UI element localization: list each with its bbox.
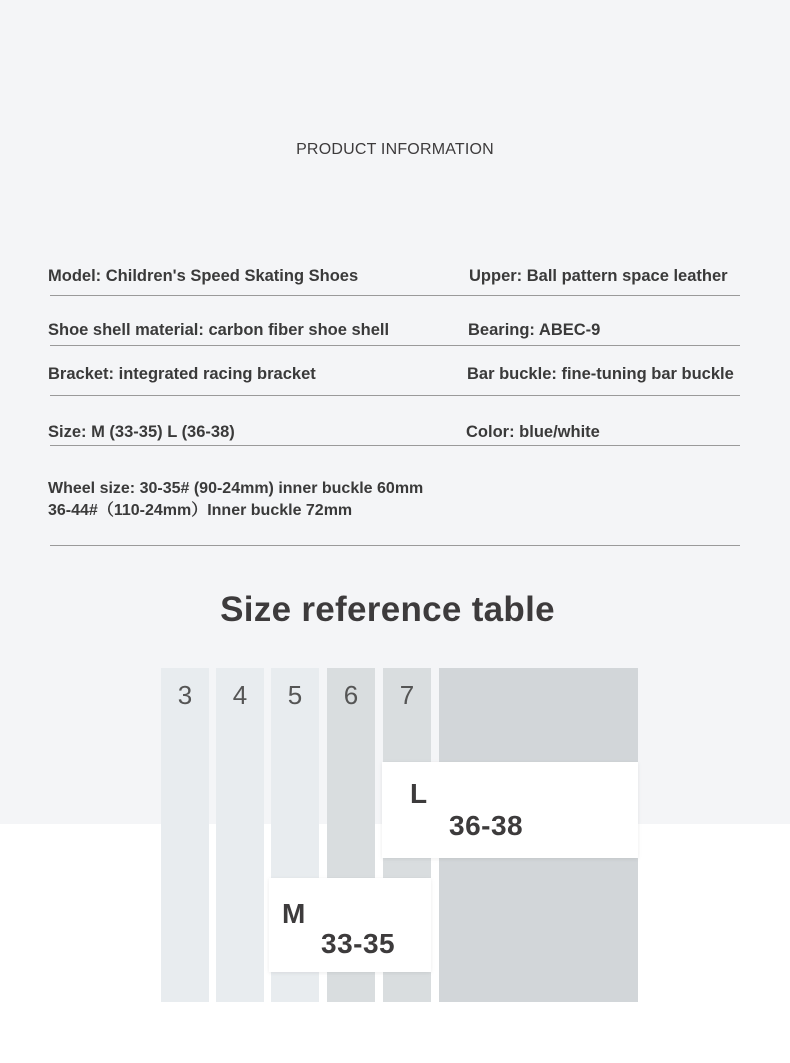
age-label: 5 (287, 680, 303, 710)
size-letter: L (410, 778, 428, 809)
age-label: 4 (232, 680, 248, 710)
divider (50, 445, 740, 446)
spec-bar-buckle: Bar buckle: fine-tuning bar buckle (467, 365, 734, 383)
size-box-m (269, 878, 431, 972)
spec-model: Model: Children's Speed Skating Shoes (48, 267, 359, 285)
age-label: 3 (177, 680, 193, 710)
divider (50, 295, 740, 296)
spec-shell-material: Shoe shell material: carbon fiber shoe shell (48, 321, 390, 339)
size-table-title: Size reference table (220, 590, 555, 629)
wheel-size-line-2: 36-44#（110-24mm）Inner buckle 72mm (48, 502, 353, 519)
spec-wheel-size (48, 478, 423, 522)
spec-size: Size: M (33-35) L (36-38) (48, 423, 235, 441)
divider (50, 545, 740, 546)
spec-bracket: Bracket: integrated racing bracket (48, 365, 316, 383)
wheel-size-line-1: Wheel size: 30-35# (90-24mm) inner buckle 60mm (48, 480, 424, 497)
spec-bearing: Bearing: ABEC-9 (468, 321, 601, 339)
age-column-4 (216, 668, 264, 1002)
divider (50, 345, 740, 346)
age-column-3 (161, 668, 209, 1002)
age-label: 7 (399, 680, 415, 710)
spec-upper: Upper: Ball pattern space leather (469, 267, 728, 285)
age-label: 6 (343, 680, 359, 710)
size-range: 36-38 (449, 810, 524, 841)
size-range: 33-35 (321, 928, 396, 959)
divider (50, 395, 740, 396)
size-box-l (382, 762, 638, 858)
spec-color: Color: blue/white (466, 423, 600, 441)
size-letter: M (282, 898, 306, 929)
section-title: PRODUCT INFORMATION (296, 141, 494, 158)
